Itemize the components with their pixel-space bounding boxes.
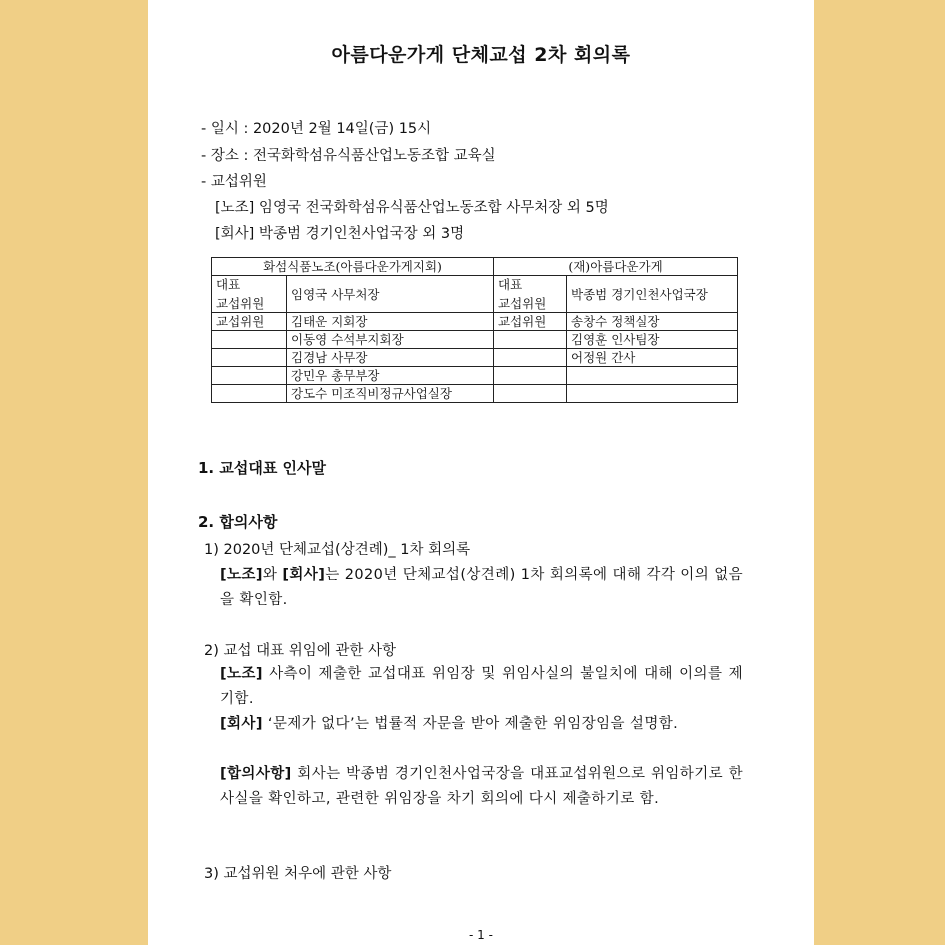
table-row [212, 331, 738, 349]
table-row [212, 367, 738, 385]
item-2-agreement-paragraph: [합의사항] 회사는 박종범 경기인천사업국장을 대표교섭위원으로 위임하기로 한 사실을 확인하고, 관련한 위임장을 차기 회의에 다시 제출하기로 함. [220, 766, 743, 807]
company-member: 송창수 정책실장 [567, 313, 738, 331]
union-member: 강민우 총무부장 [287, 367, 494, 385]
table-row [212, 313, 738, 331]
union-member: 강도수 미조직비정규사업실장 [287, 385, 494, 403]
union-member-label: 교섭위원 [212, 313, 287, 331]
company-member [567, 367, 738, 385]
item-3-title: 3) 교섭위원 처우에 관한 사항 [204, 866, 392, 882]
union-member: 김태운 지회장 [287, 313, 494, 331]
meta-members-heading: - 교섭위원 [201, 174, 267, 190]
union-rep-label: 대표 교섭위원 [212, 276, 287, 313]
union-member: 김경남 사무장 [287, 349, 494, 367]
company-member: 김영훈 인사팀장 [567, 331, 738, 349]
company-rep-label: 대표 교섭위원 [494, 276, 567, 313]
document-title: 아름다운가게 단체교섭 2차 회의록 [331, 44, 631, 66]
meta-company-line: [회사] 박종범 경기인천사업국장 외 3명 [215, 226, 465, 242]
item-1-paragraph: [노조]와 [회사]는 2020년 단체교섭(상견례) 1차 회의록에 대해 각각 이의 없음을 확인함. [220, 567, 744, 608]
table-header-row [212, 258, 738, 276]
item-2-title: 2) 교섭 대표 위임에 관한 사항 [204, 643, 397, 659]
meta-union-line: [노조] 임영국 전국화학섬유식품산업노동조합 사무처장 외 5명 [215, 200, 609, 216]
table-row [212, 276, 738, 313]
page-number: - 1 - [469, 928, 493, 942]
item-2-union-paragraph: [노조] 사측이 제출한 교섭대표 위임장 및 위임사실의 불일치에 대해 이의를 제기함. [220, 666, 743, 707]
union-member: 이동영 수석부지회장 [287, 331, 494, 349]
meta-date: - 일시 : 2020년 2월 14일(금) 15시 [201, 121, 432, 137]
table-row [212, 349, 738, 367]
item-2-company-paragraph: [회사] ‘문제가 없다’는 법률적 자문을 받아 제출한 위임장임을 설명함. [220, 716, 679, 732]
table-row [212, 385, 738, 403]
union-rep: 임영국 사무처장 [287, 276, 494, 313]
company-member-label: 교섭위원 [494, 313, 567, 331]
company-member [567, 385, 738, 403]
representatives-table [211, 257, 738, 403]
document-page [148, 0, 814, 945]
company-header: (재)아름다운가게 [494, 258, 738, 276]
meta-place: - 장소 : 전국화학섬유식품산업노동조합 교육실 [201, 148, 496, 164]
section-1-heading: 1. 교섭대표 인사말 [198, 459, 327, 477]
company-rep: 박종범 경기인천사업국장 [567, 276, 738, 313]
section-2-heading: 2. 합의사항 [198, 513, 278, 531]
item-1-title: 1) 2020년 단체교섭(상견례)_ 1차 회의록 [204, 542, 471, 558]
company-member: 어정원 간사 [567, 349, 738, 367]
union-header: 화섬식품노조(아름다운가게지회) [212, 258, 494, 276]
